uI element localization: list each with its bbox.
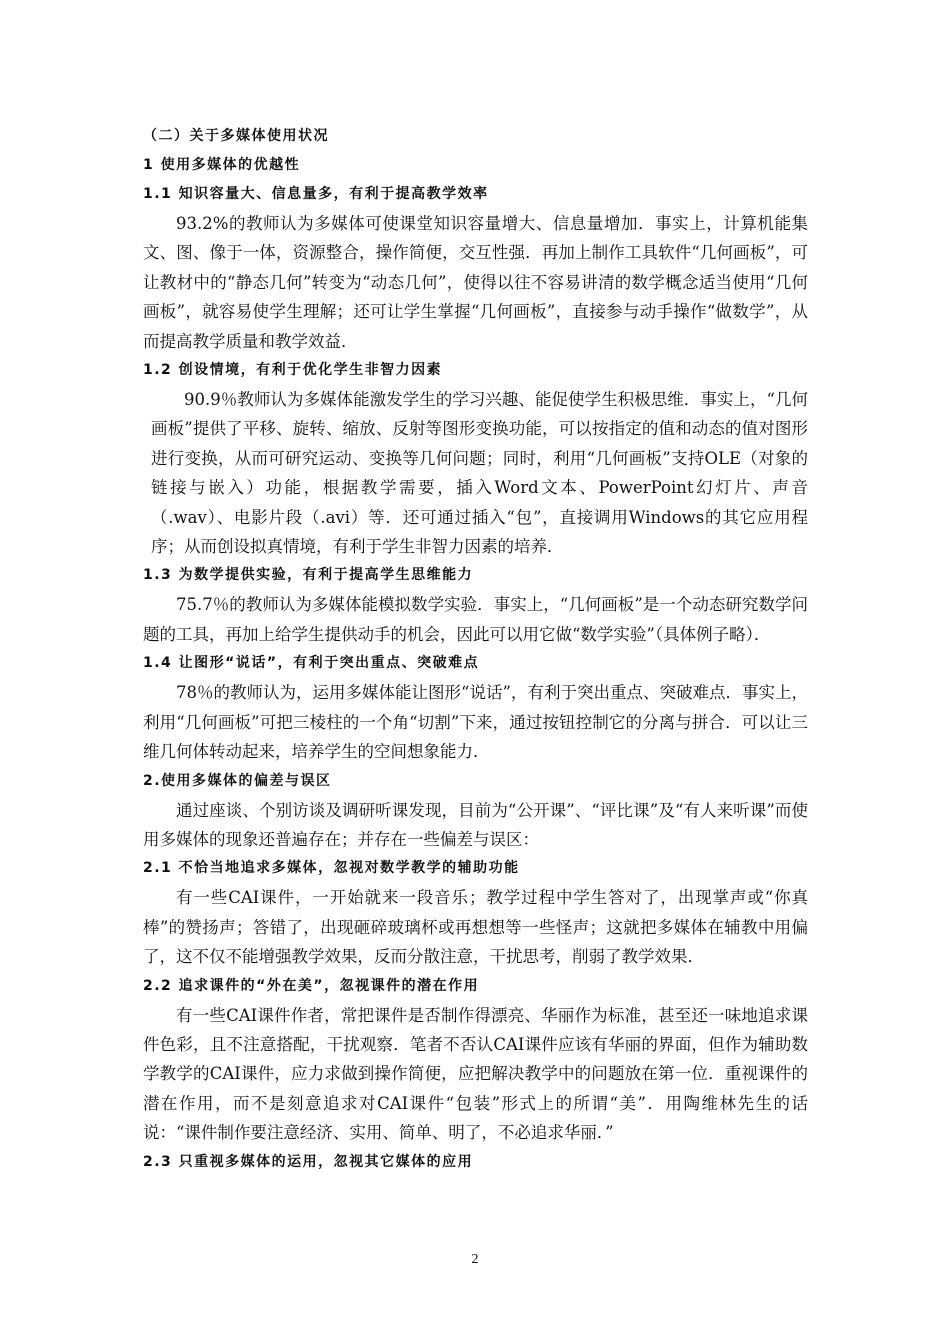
paragraph: 78％的教师认为，运用多媒体能让图形“说话”，有利于突出重点、突破难点．事实上，利用“几何画板”可把三棱柱的一个角“切割”下来，通过按钮控制它的分离与拼合．可以让三维几何体转动起来，培养学生的空间想象能力． <box>143 683 808 762</box>
paragraph: 通过座谈、个别访谈及调研听课发现，目前为“公开课”、“评比课”及“有人来听课”而使用多媒体的现象还普遍存在；并存在一些偏差与误区： <box>143 800 808 849</box>
paragraph: 93.2%的教师认为多媒体可使课堂知识容量增大、信息量增加．事实上，计算机能集文、图、像于一体，资源整合，操作简便，交互性强．再加上制作工具软件“几何画板”，可让教材中的“静态几何”转变为“动态几何”，使得以往不容易讲清的数学概念适当使用“几何画板”，就容易使学生理解；还可让学生掌握“几何画板”，直接参与动手操作“做数学”，从而提高教学质量和教学效益． <box>143 214 808 351</box>
paragraph: 有一些CAI课件作者，常把课件是否制作得漂亮、华丽作为标准，甚至还一味地追求课件色彩，且不注意搭配，干扰观察．笔者不否认CAI课件应该有华丽的界面，但作为辅助数学教学的CAI课件，应力求做到操作简便，应把解决教学中的问题放在第一位．重视课件的潜在作用，而不是刻意追求对CAI课件“包装”形式上的所谓“美”．用陶维林先生的话说：“课件制作要注意经济、实用、简单、明了，不必追求华丽．” <box>143 1005 808 1143</box>
document-body <box>143 122 808 1177</box>
section-heading: 1.1 知识容量大、信息量多，有利于提高教学效率 <box>143 186 489 202</box>
section-heading: 1.3 为数学提供实验，有利于提高学生思维能力 <box>143 567 474 584</box>
paragraph: 90.9％教师认为多媒体能激发学生的学习兴趣、能促使学生积极思维．事实上，“几何画板”提供了平移、旋转、缩放、反射等图形变换功能，可以按指定的值和动态的值对图形进行变换，从而可研究运动、变换等几何问题；同时，利用“几何画板”支持OLE（对象的链接与嵌入）功能，根据教学需要，插入Word文本、PowerPoint幻灯片、声音（.wav）、电影片段（.avi）等．还可通过插入“包”，直接调用Windows的其它应用程序；从而创设拟真情境，有利于学生非智力因素的培养． <box>151 390 808 557</box>
section-heading: 1.4 让图形“说话”，有利于突出重点、突破难点 <box>143 655 480 672</box>
section-heading: 2.使用多媒体的偏差与误区 <box>143 772 332 789</box>
section-heading: 2.1 不恰当地追求多媒体，忽视对数学教学的辅助功能 <box>143 860 520 877</box>
section-heading: 1 使用多媒体的优越性 <box>143 157 301 173</box>
section-heading: （二）关于多媒体使用状况 <box>143 128 329 144</box>
paragraph: 有一些CAI课件，一开始就来一段音乐；教学过程中学生答对了，出现掌声或“你真棒”的赞扬声；答错了，出现砸碎玻璃杯或再想想等一些怪声；这就把多媒体在辅教中用偏了，这不仅不能增强教学效果，反而分散注意，干扰思考，削弱了教学效果． <box>143 888 808 967</box>
section-heading: 2.3 只重视多媒体的运用，忽视其它媒体的应用 <box>143 1153 474 1170</box>
section-heading: 1.2 创设情境，有利于优化学生非智力因素 <box>143 362 443 379</box>
page-number: 2 <box>471 1252 479 1267</box>
section-heading: 2.2 追求课件的“外在美”，忽视课件的潜在作用 <box>143 977 480 994</box>
paragraph: 75.7％的教师认为多媒体能模拟数学实验．事实上，“几何画板”是一个动态研究数学问题的工具，再加上给学生提供动手的机会，因此可以用它做“数学实验”（具体例子略）． <box>143 595 808 644</box>
